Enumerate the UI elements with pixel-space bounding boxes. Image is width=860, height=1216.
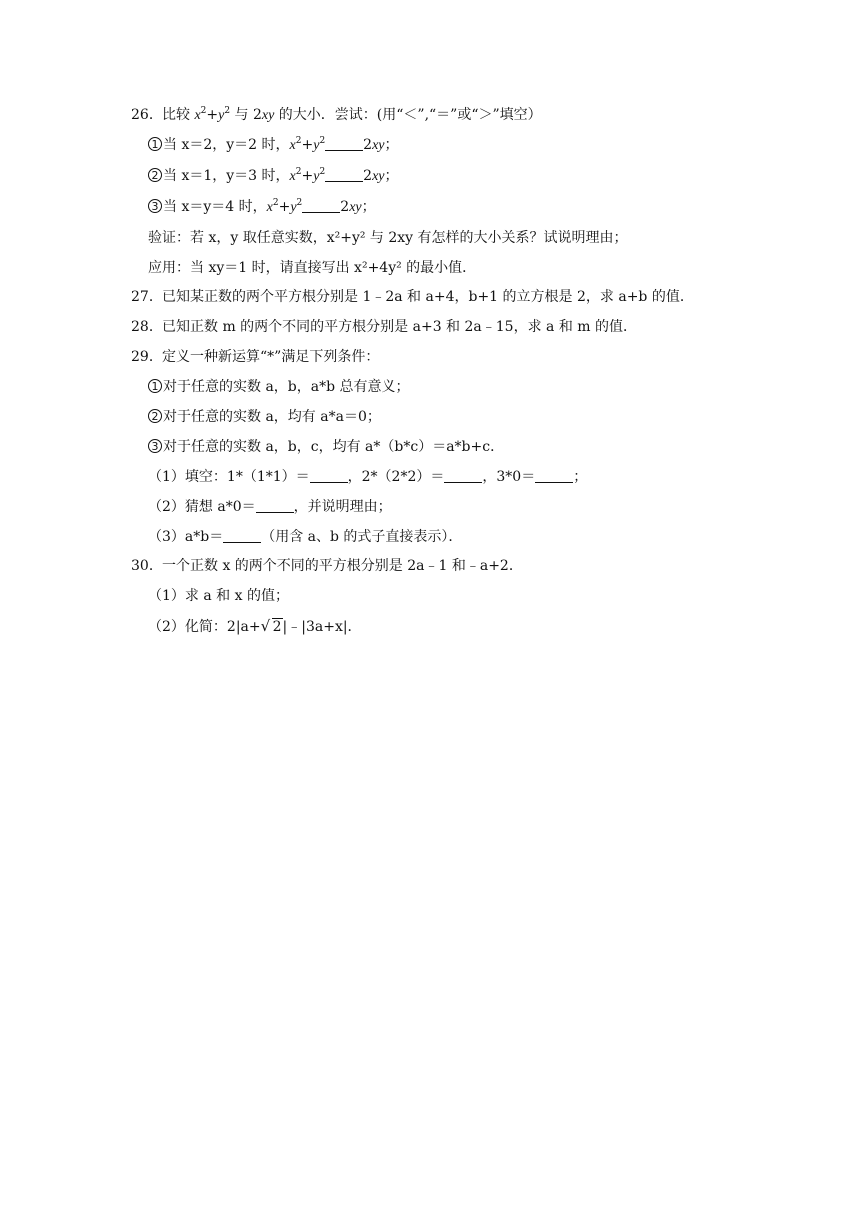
q29-condition-3: 3 对于任意的实数 a，b，c，均有 a*（b*c）＝a*b+c． <box>148 438 504 456</box>
question-number: 29． <box>131 349 163 365</box>
answer-blank[interactable] <box>223 530 261 543</box>
question-number: 28． <box>131 319 163 335</box>
square-root: √ 2 <box>260 617 282 635</box>
question-number: 26． <box>131 107 163 123</box>
q26-stem: 比较 <box>162 107 195 123</box>
q30-part-2: （2）化简：2|a+ √ 2|﹣|3a+x|． <box>148 617 362 635</box>
question-number: 30． <box>131 558 163 574</box>
circled-number: 1 <box>148 379 162 393</box>
answer-blank[interactable] <box>325 169 363 182</box>
circled-number: 2 <box>148 409 162 423</box>
document-page: 26． 比较 $x^2+y^2$ 与 2xy 的大小．尝试：(用“＜”,“＝”或“＞”填空） 1 当 x＝2，y＝2 时，$x^2+y^2$ 2xy； 2 当 x＝1，y＝3 时，$x^2+y^2$ 2xy； 3 当 x＝y＝4 时，$x^2+y^2$ 2xy； 验证：若 x，y 取任意实数，x²+y² 与 2xy 有怎样的大小关系？试说明理由； 应用：当 xy＝1 时，请直接写出 x²+4y² 的最小值． 27． 已知某正数的两个平方根分别是 1﹣2a 和 a+4，b+1 的立方根是 2，求 a+b 的值． 28． 已知正数 m 的两个不同的平方根分别是 a+3 和 2a﹣15，求 a 和 m 的值． 29． 定义一种新运算“*”满足下列条件： 1 对于任意的实数 a，b，a*b 总有意义； 2 对于任意的实数 a，均有 a*a＝0； 3 对于任意的实数 a，b，c，均有 a*（b*c）＝a*b+c． （1）填空：1*（1*1）＝ ，2*（2*2）＝ ，3*0＝ ； （2）猜想 a*0＝ ，并说明理由； （3）a*b＝ （用含 a、b 的式子直接表示）． 30． 一个正数 x 的两个不同的平方根分别是 2a﹣1 和﹣a+2． （1）求 a 和 x 的值； （2）化简：2|a+ √ 2|﹣|3a+x|． <box>131 106 694 635</box>
q29-text: 定义一种新运算“*”满足下列条件： <box>162 349 380 365</box>
q29-part-3: （3）a*b＝ （用含 a、b 的式子直接表示）． <box>148 529 463 545</box>
q29-part-2: （2）猜想 a*0＝ ，并说明理由； <box>148 499 392 515</box>
radical-sign-icon: √ <box>260 617 271 635</box>
q27-text: 已知某正数的两个平方根分别是 1﹣2a 和 a+4，b+1 的立方根是 2，求 a+b 的值． <box>162 289 694 305</box>
q26-apply: 应用：当 xy＝1 时，请直接写出 x²+4y² 的最小值． <box>148 260 477 276</box>
q28-text: 已知正数 m 的两个不同的平方根分别是 a+3 和 2a﹣15，求 a 和 m 的值． <box>162 319 638 335</box>
question-number: 27． <box>131 289 163 305</box>
answer-blank[interactable] <box>444 470 482 483</box>
q26-case-3: 3 当 x＝y＝4 时，$x^2+y^2$ 2xy； <box>148 198 376 217</box>
answer-blank[interactable] <box>325 138 363 151</box>
answer-blank[interactable] <box>310 470 348 483</box>
circled-number: 1 <box>148 137 162 151</box>
circled-number: 3 <box>148 199 162 213</box>
q26-verify: 验证：若 x，y 取任意实数，x²+y² 与 2xy 有怎样的大小关系？试说明理由； <box>148 230 628 246</box>
q30-part-1: （1）求 a 和 x 的值； <box>148 588 289 604</box>
q26-case-1: 1 当 x＝2，y＝2 时，$x^2+y^2$ 2xy； <box>148 136 399 155</box>
answer-blank[interactable] <box>302 200 340 213</box>
q29-condition-1: 1 对于任意的实数 a，b，a*b 总有意义； <box>148 378 410 396</box>
answer-blank[interactable] <box>256 500 294 513</box>
circled-number: 2 <box>148 168 162 182</box>
q29-condition-2: 2 对于任意的实数 a，均有 a*a＝0； <box>148 408 381 426</box>
q30-text: 一个正数 x 的两个不同的平方根分别是 2a﹣1 和﹣a+2． <box>162 558 523 574</box>
q26-case-2: 2 当 x＝1，y＝3 时，$x^2+y^2$ 2xy； <box>148 167 399 186</box>
circled-number: 3 <box>148 439 162 453</box>
answer-blank[interactable] <box>535 470 573 483</box>
q29-part-1: （1）填空：1*（1*1）＝ ，2*（2*2）＝ ，3*0＝ ； <box>148 469 588 485</box>
